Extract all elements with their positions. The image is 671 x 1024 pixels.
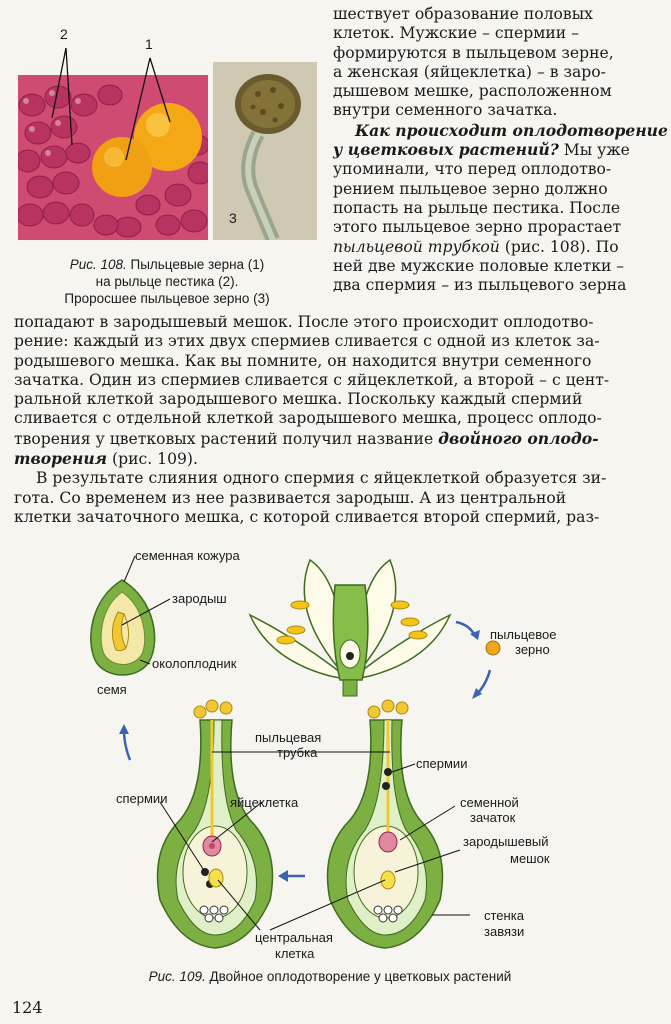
label-seed-coat: семенная кожура [135, 548, 240, 563]
text-line: попадают в зародышевый мешок. После этого происходит оплодотво- [14, 313, 594, 331]
label-seed: семя [97, 682, 127, 697]
label-ovule-2: зачаток [470, 810, 516, 825]
label-pericarp: околоплодник [152, 656, 237, 671]
label-central-cell-2: клетка [275, 946, 315, 961]
question-heading: Как происходит оплодотворение [355, 120, 668, 140]
flower-drawing [250, 560, 450, 696]
text-line: рением пыльцевое зерно должно [333, 179, 608, 198]
text-line: ней две мужские половые клетки – [333, 256, 625, 275]
label-pollen-tube-2: трубка [277, 745, 318, 760]
text-line: попасть на рыльце пестика. После [333, 198, 621, 217]
fig109-caption [60, 968, 600, 985]
label-central-cell-1: центральная [255, 930, 333, 945]
text-line: ральной клеткой зародышевого мешка. Поскольку каждый спермий [14, 390, 583, 409]
text-line: родышевого мешка. Как вы помните, он находится внутри семенного [14, 351, 592, 370]
text-line: (рис. 109). [107, 450, 198, 469]
fig108-caption-line2: на рыльце пестика (2). [95, 274, 239, 289]
text-line: этого пыльцевое зерно прорастает [333, 218, 622, 237]
text-line: клетки зачаточного мешка, с которой сливается второй спермий, раз- [14, 507, 600, 526]
text-line: творения у цветковых растений получил название [14, 429, 439, 448]
label-ovule-1: семенной [460, 795, 519, 810]
label-ovary-wall-1: стенка [484, 908, 524, 923]
label-sperm-right: спермии [416, 756, 468, 771]
right-column-text [333, 5, 668, 295]
text-line: зачатка. Один из спермиев сливается с яйцеклеткой, а второй – с цент- [14, 370, 610, 389]
text-line: (рис. 108). По [499, 237, 619, 256]
text-line: два спермия – из пыльцевого зерна [333, 276, 627, 295]
label-ovary-wall-2: завязи [484, 924, 525, 939]
text-line: Мы уже [558, 141, 630, 160]
text-line: внутри семенного зачатка. [333, 101, 558, 120]
fig108-caption-line3: Проросшее пыльцевое зерно (3) [64, 291, 270, 306]
text-line: сливается с отдельной клеткой зародышевого мешка, процесс оплодо- [14, 409, 602, 428]
text-line: гота. Со временем из нее развивается зародыш. А из центральной [14, 488, 567, 507]
fig108-caption-label: Рис. 108. [69, 257, 127, 272]
text-line: клеток. Мужские – спермии – [333, 24, 579, 43]
text-line: шествует образование половых [333, 5, 593, 23]
label-pollen-tube-1: пыльцевая [255, 730, 322, 745]
text-line: дышевом мешке, расположенном [333, 82, 612, 101]
fig109-caption-text: Двойное оплодотворение у цветковых растений [205, 969, 512, 984]
fig108-caption [18, 256, 316, 307]
label-embryo: зародыш [172, 591, 227, 606]
fig108-label-1: 1 [145, 36, 153, 52]
page-number: 124 [12, 998, 43, 1017]
fig108-pointer-lines [0, 0, 330, 250]
text-line: формируются в пыльцевом зерне, [333, 43, 614, 62]
text-line: упоминали, что перед оплодотво- [333, 160, 612, 179]
question-heading-2: у цветковых растений? [333, 140, 559, 160]
label-embryo-sac-1: зародышевый [463, 834, 549, 849]
text-line: рение: каждый из этих двух спермиев сливается с одной из клеток за- [14, 332, 600, 351]
label-egg-cell: яйцеклетка [230, 795, 299, 810]
fig108-label-3: 3 [229, 210, 237, 226]
text-line: В результате слияния одного спермия с яйцеклеткой образуется зи- [36, 469, 607, 488]
pollen-grain-dot [486, 641, 500, 655]
label-pollen-grain-2: зерно [515, 642, 550, 657]
fig109-caption-label: Рис. 109. [148, 969, 206, 984]
double-fertilization-diagram [0, 540, 671, 960]
text-line: а женская (яйцеклетка) – в заро- [333, 62, 606, 81]
term-pollen-tube: пыльцевой трубкой [333, 237, 500, 256]
seed-drawing [91, 580, 155, 675]
fig108-label-2: 2 [60, 26, 68, 42]
term-double-fertilization: двойного оплодо- [438, 428, 599, 448]
label-sperm-left: спермии [116, 791, 168, 806]
label-pollen-grain-1: пыльцевое [490, 627, 557, 642]
fig108-caption-line1: Пыльцевые зерна (1) [126, 257, 265, 272]
label-embryo-sac-2: мешок [510, 851, 550, 866]
term-double-fertilization-2: творения [14, 449, 108, 469]
full-width-text [14, 313, 660, 527]
